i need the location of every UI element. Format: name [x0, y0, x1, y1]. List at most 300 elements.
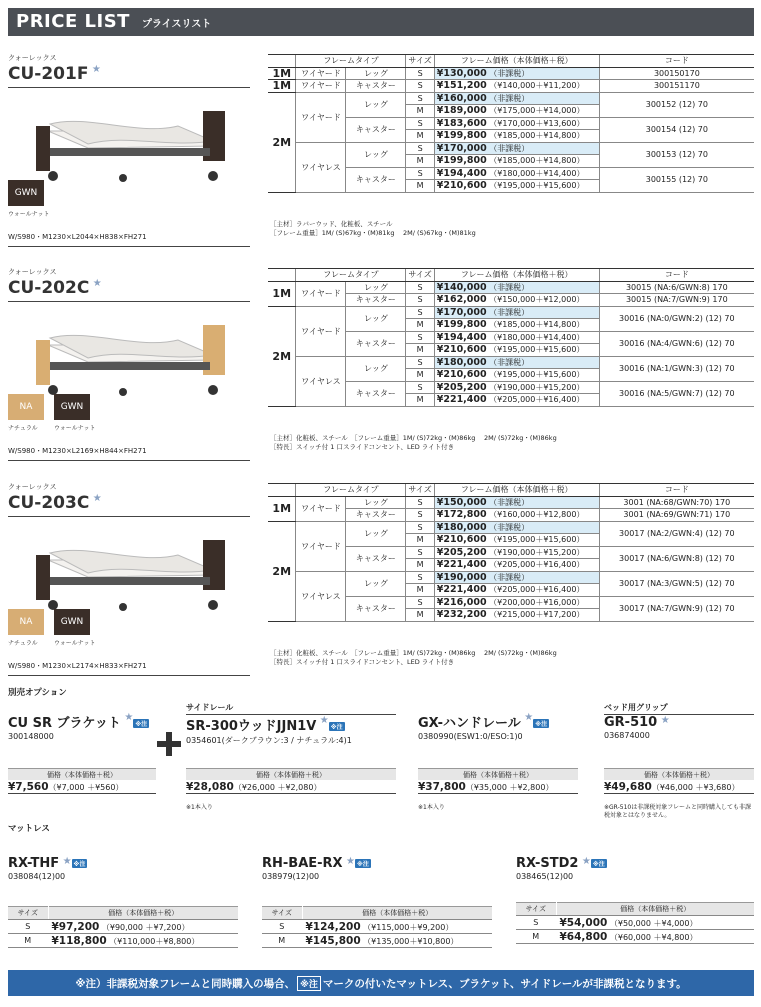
divider [8, 460, 250, 461]
mattress-name [516, 856, 754, 871]
price-value: ¥97,200 [51, 920, 100, 933]
size-cell: M [406, 534, 434, 547]
product-block [8, 262, 250, 462]
size-header: サイズ [8, 907, 48, 920]
swatch-caption: ウォールナット [8, 211, 50, 218]
mount-group: 1M [268, 67, 296, 80]
spec-note-line: ［特長］スイッチ付 1 口スライドコンセント、LED ライト付き [270, 443, 455, 451]
price-cell: ¥140,000 （非課税） [434, 281, 599, 294]
spec-notes [270, 649, 557, 667]
swatch-caption: ウォールナット [54, 640, 96, 647]
price-row: ¥49,680（¥46,000 ＋¥3,680） [604, 780, 754, 794]
product-series: クォーレックス [8, 54, 57, 62]
star-icon: ★ [59, 856, 72, 867]
option-code: 0380990(ESW1:0/ESO:1)0 [418, 732, 523, 741]
table-header: サイズ [406, 484, 434, 497]
tax-note-badge: ※注 [357, 861, 369, 868]
price-cell: ¥118,800 （¥110,000＋¥8,800） [48, 934, 238, 948]
size-cell: S [406, 306, 434, 319]
size-cell: S [516, 916, 556, 930]
table-header [268, 269, 296, 282]
price-value: ¥162,000 [436, 294, 487, 306]
table-row [268, 306, 754, 319]
table-row [268, 496, 754, 509]
option-category: サイドレール [186, 702, 396, 715]
color-swatch-na: NA [8, 394, 44, 420]
base-type: レッグ [346, 142, 406, 167]
size-cell: M [406, 584, 434, 597]
table-header: コード [599, 55, 754, 68]
price-value: ¥194,400 [436, 167, 487, 179]
bed-illustration [28, 515, 238, 615]
option-category [418, 702, 578, 712]
size-cell: S [406, 381, 434, 394]
price-header: 価格（本体価格＋税） [418, 768, 578, 780]
price-value: ¥189,000 [436, 105, 487, 117]
option-code: 300148000 [8, 732, 54, 741]
price-row: ¥28,080（¥26,000 ＋¥2,080） [186, 780, 396, 794]
option-name-text: SR-300ウッドJJN1V [186, 719, 317, 734]
price-cell: ¥194,400 （¥180,000＋¥14,400） [434, 331, 599, 344]
price-cell: ¥210,600 （¥195,000＋¥15,600） [434, 369, 599, 382]
star-icon: ★ [89, 278, 102, 289]
frame-type: ワイヤレス [296, 356, 346, 406]
product-code: 30017 (NA:7/GWN:9) (12) 70 [599, 596, 754, 621]
price-value: ¥221,400 [436, 394, 487, 406]
product-name [8, 64, 250, 84]
price-cell: ¥180,000 （非課税） [434, 356, 599, 369]
page-subtitle: プライスリスト [141, 19, 212, 30]
price-cell: ¥145,800 （¥135,000＋¥10,800） [302, 934, 492, 948]
price-cell: ¥54,000 （¥50,000 ＋¥4,000） [556, 916, 754, 930]
divider [8, 675, 250, 676]
base-type: キャスター [346, 294, 406, 307]
price-header: 価格（本体価格＋税） [604, 768, 754, 780]
price-cell: ¥170,000 （非課税） [434, 306, 599, 319]
price-cell: ¥180,000 （非課税） [434, 521, 599, 534]
price-value: ¥210,600 [436, 180, 487, 192]
table-header: フレーム価格（本体価格＋税） [434, 269, 599, 282]
price-cell: ¥170,000 （非課税） [434, 142, 599, 155]
mattress-price-table [8, 906, 238, 948]
table-header [8, 907, 238, 920]
product-series: クォーレックス [8, 268, 57, 276]
product-series: クォーレックス [8, 483, 57, 491]
price-value: ¥221,400 [436, 559, 487, 571]
size-cell: M [516, 930, 556, 944]
base-type: レッグ [346, 521, 406, 546]
price-cell: ¥221,400 （¥205,000＋¥16,400） [434, 584, 599, 597]
price-value: ¥210,600 [436, 344, 487, 356]
price-value: ¥130,000 [436, 67, 487, 79]
product-code: 30016 (NA:0/GWN:2) (12) 70 [599, 306, 754, 331]
price-header: 価格（本体価格＋税） [186, 768, 396, 780]
product-name-text: CU-202C [8, 278, 90, 298]
price-value: ¥118,800 [51, 934, 107, 947]
product-code: 300152 (12) 70 [599, 92, 754, 117]
product-code: 30017 (NA:6/GWN:8) (12) 70 [599, 546, 754, 571]
base-type: キャスター [346, 117, 406, 142]
price-row: ¥7,560（¥7,000 ＋¥560） [8, 780, 156, 794]
mattress-name-text: RH-BAE-RX [262, 856, 343, 871]
price-value: ¥28,080 [186, 781, 234, 793]
base-type: キャスター [346, 167, 406, 192]
bed-illustration [28, 300, 238, 400]
price-value: ¥216,000 [436, 596, 487, 608]
price-cell: ¥64,800 （¥60,000 ＋¥4,800） [556, 930, 754, 944]
price-cell: ¥194,400 （¥180,000＋¥14,400） [434, 167, 599, 180]
product-code: 300151170 [599, 80, 754, 93]
size-cell: M [406, 319, 434, 332]
base-type: レッグ [346, 281, 406, 294]
price-cell: ¥210,600 （¥195,000＋¥15,600） [434, 180, 599, 193]
product-name [8, 493, 250, 513]
size-cell: M [406, 559, 434, 572]
option-note: ※GR-510は非課税対象フレームと同時購入しても非課税対象とはなりません。 [604, 804, 751, 819]
table-row [268, 571, 754, 584]
table-header: フレームタイプ [296, 269, 406, 282]
price-cell: ¥183,600 （¥170,000＋¥13,600） [434, 117, 599, 130]
mattress-code: 038084(12)00 [8, 872, 66, 881]
price-cell: ¥232,200 （¥215,000＋¥17,200） [434, 609, 599, 622]
price-value: ¥199,800 [436, 130, 487, 142]
price-value: ¥7,560 [8, 781, 49, 793]
footer-note: ※注）非課税対象フレームと同時購入の場合、 ※注 マークの付いたマットレス、ブラケット、サイドレールが非課税となります。 [8, 970, 754, 996]
product-name-text: CU-203C [8, 493, 90, 513]
price-value: ¥145,800 [305, 934, 361, 947]
size-cell: S [406, 496, 434, 509]
price-value: ¥199,800 [436, 155, 487, 167]
mattress-item [262, 856, 492, 881]
frame-type: ワイヤレス [296, 142, 346, 192]
price-value: ¥64,800 [559, 930, 608, 943]
table-header: フレーム価格（本体価格＋税） [434, 55, 599, 68]
star-icon: ★ [657, 715, 670, 726]
spec-note-line: ［主材］化粧板、スチール ［フレーム重量］1M/ (S)72kg・(M)86kg 2M/ (S)72kg・(M)86kg [270, 649, 557, 657]
mattress-item [516, 856, 754, 881]
option-name-text: GR-510 [604, 715, 658, 730]
option-name-text: GX-ハンドレール [418, 716, 521, 731]
price-cell: ¥221,400 （¥205,000＋¥16,400） [434, 394, 599, 407]
tax-note-badge: ※注 [592, 861, 605, 868]
product-dimensions: W/S980・M1230×L2169×H844×FH271 [8, 447, 147, 455]
price-value: ¥205,200 [436, 381, 487, 393]
price-value: ¥180,000 [436, 356, 487, 368]
spec-note-line: ［主材］化粧板、スチール ［フレーム重量］1M/ (S)72kg・(M)86kg 2M/ (S)72kg・(M)86kg [270, 434, 557, 442]
option-item [418, 702, 578, 741]
size-cell: S [406, 571, 434, 584]
option-item [604, 702, 754, 740]
size-cell: S [406, 356, 434, 369]
size-cell: S [406, 596, 434, 609]
product-code: 3001 (NA:68/GWN:70) 170 [599, 496, 754, 509]
mattress-code: 038979(12)00 [262, 872, 320, 881]
price-cell: ¥216,000 （¥200,000＋¥16,000） [434, 596, 599, 609]
size-cell: S [262, 920, 302, 934]
star-icon: ★ [88, 64, 101, 75]
base-type: レッグ [346, 496, 406, 509]
mount-group: 1M [268, 80, 296, 93]
product-name [8, 278, 250, 298]
product-code: 30015 (NA:7/GWN:9) 170 [599, 294, 754, 307]
table-row [268, 356, 754, 369]
star-icon: ★ [89, 493, 102, 504]
price-cell: ¥130,000 （非課税） [434, 67, 599, 80]
product-code: 30016 (NA:4/GWN:6) (12) 70 [599, 331, 754, 356]
price-value: ¥170,000 [436, 142, 487, 154]
mattress-item [8, 856, 238, 881]
option-note: ※1本入り [418, 804, 445, 811]
plus-icon [157, 732, 181, 756]
price-value: ¥54,000 [559, 916, 608, 929]
price-table [268, 268, 754, 407]
price-value: ¥232,200 [436, 609, 487, 621]
option-price-box [604, 768, 754, 794]
color-swatch-na: NA [8, 609, 44, 635]
option-price-box [8, 768, 156, 794]
size-cell: M [406, 609, 434, 622]
price-cell: ¥199,800 （¥185,000＋¥14,800） [434, 155, 599, 168]
swatch-caption: ナチュラル [8, 425, 38, 432]
price-value: ¥190,000 [436, 571, 487, 583]
price-header: 価格（本体価格＋税） [48, 907, 238, 920]
price-table [268, 483, 754, 622]
table-row [262, 934, 492, 948]
price-cell: ¥160,000 （非課税） [434, 92, 599, 105]
swatch-caption: ウォールナット [54, 425, 96, 432]
price-cell: ¥221,400 （¥205,000＋¥16,400） [434, 559, 599, 572]
mattress-name-text: RX-THF [8, 856, 60, 871]
color-swatch-gwn: GWN [54, 394, 90, 420]
bed-image [28, 86, 238, 190]
product-code: 3001 (NA:69/GWN:71) 170 [599, 509, 754, 522]
price-cell: ¥150,000 （非課税） [434, 496, 599, 509]
table-row [516, 930, 754, 944]
price-header: 価格（本体価格＋税） [556, 903, 754, 916]
star-icon: ★ [120, 712, 134, 723]
product-name-text: CU-201F [8, 64, 89, 84]
price-value: ¥172,800 [436, 509, 487, 521]
price-value: ¥150,000 [436, 496, 487, 508]
tax-note-badge: ※注 [135, 721, 148, 728]
color-swatch-gwn: GWN [8, 180, 44, 206]
page-title: PRICE LIST [16, 11, 130, 32]
star-icon: ★ [578, 856, 591, 867]
price-value: ¥160,000 [436, 92, 487, 104]
table-header: サイズ [406, 269, 434, 282]
table-row [268, 80, 754, 93]
size-cell: S [8, 920, 48, 934]
mount-group: 1M [268, 281, 296, 306]
base-type: キャスター [346, 331, 406, 356]
size-cell: S [406, 142, 434, 155]
price-cell: ¥210,600 （¥195,000＋¥15,600） [434, 534, 599, 547]
base-type: レッグ [346, 356, 406, 381]
spec-note-line: ［主材］ラバーウッド、化粧板、スチール [270, 220, 393, 228]
price-cell: ¥151,200 （¥140,000＋¥11,200） [434, 80, 599, 93]
price-value: ¥199,800 [436, 319, 487, 331]
table-header [268, 484, 296, 497]
frame-type: ワイヤード [296, 80, 346, 93]
price-value: ¥210,600 [436, 534, 487, 546]
mount-group: 1M [268, 496, 296, 521]
frame-type: ワイヤード [296, 521, 346, 571]
price-list-header [8, 8, 754, 36]
product-code: 300155 (12) 70 [599, 167, 754, 192]
frame-type: ワイヤード [296, 496, 346, 521]
product-code: 300154 (12) 70 [599, 117, 754, 142]
product-code: 300153 (12) 70 [599, 142, 754, 167]
product-code: 30017 (NA:2/GWN:4) (12) 70 [599, 521, 754, 546]
frame-type: ワイヤード [296, 306, 346, 356]
price-value: ¥37,800 [418, 781, 466, 793]
swatch-caption: ナチュラル [8, 640, 38, 647]
product-dimensions: W/S980・M1230×L2174×H833×FH271 [8, 662, 147, 670]
size-cell: S [406, 294, 434, 307]
price-cell: ¥199,800 （¥185,000＋¥14,800） [434, 130, 599, 143]
size-cell: S [406, 281, 434, 294]
options-section-title: 別売オプション [8, 688, 67, 698]
size-cell: S [406, 80, 434, 93]
option-name [8, 712, 148, 731]
bed-illustration [28, 86, 238, 186]
table-header: フレームタイプ [296, 484, 406, 497]
price-value: ¥194,400 [436, 331, 487, 343]
size-cell: M [406, 130, 434, 143]
price-cell: ¥205,200 （¥190,000＋¥15,200） [434, 381, 599, 394]
base-type: キャスター [346, 80, 406, 93]
mount-group: 2M [268, 521, 296, 621]
product-code: 30016 (NA:5/GWN:7) (12) 70 [599, 381, 754, 406]
table-header [516, 903, 754, 916]
spec-note-line: ［フレーム重量］1M/ (S)67kg・(M)81kg 2M/ (S)67kg・(M)81kg [270, 229, 476, 237]
price-header: 価格（本体価格＋税） [8, 768, 156, 780]
option-note: ※1本入り [186, 804, 213, 811]
mount-group: 2M [268, 92, 296, 192]
spec-notes [270, 220, 476, 238]
size-cell: S [406, 546, 434, 559]
base-type: キャスター [346, 509, 406, 522]
divider [8, 246, 250, 247]
size-header: サイズ [262, 907, 302, 920]
price-value: ¥49,680 [604, 781, 652, 793]
size-cell: M [406, 180, 434, 193]
table-row [268, 142, 754, 155]
option-item [8, 702, 148, 741]
frame-type: ワイヤード [296, 281, 346, 306]
mattress-price-table [516, 902, 754, 944]
mattress-name [8, 856, 238, 871]
product-code: 30017 (NA:3/GWN:5) (12) 70 [599, 571, 754, 596]
product-dimensions: W/S980・M1230×L2044×H838×FH271 [8, 233, 147, 241]
product-block [8, 48, 250, 248]
tax-note-badge: ※注 [73, 861, 86, 868]
mattress-price-table [262, 906, 492, 948]
mattress-section-title: マットレス [8, 824, 50, 834]
option-item [186, 702, 396, 746]
price-cell: ¥189,000 （¥175,000＋¥14,000） [434, 105, 599, 118]
bed-image [28, 515, 238, 619]
size-cell: S [406, 117, 434, 130]
table-header: コード [599, 484, 754, 497]
price-cell: ¥205,200 （¥190,000＋¥15,200） [434, 546, 599, 559]
option-name [604, 715, 754, 730]
base-type: レッグ [346, 571, 406, 596]
table-row [268, 67, 754, 80]
option-code: 036874000 [604, 731, 650, 740]
tax-note-badge: ※注 [330, 724, 343, 731]
option-name [418, 712, 578, 731]
table-row [8, 934, 238, 948]
table-row [8, 920, 238, 934]
mattress-name-text: RX-STD2 [516, 856, 579, 871]
table-row [262, 920, 492, 934]
base-type: レッグ [346, 67, 406, 80]
product-code: 30016 (NA:1/GWN:3) (12) 70 [599, 356, 754, 381]
price-header: 価格（本体価格＋税） [302, 907, 492, 920]
star-icon: ★ [520, 712, 534, 723]
price-value: ¥221,400 [436, 584, 487, 596]
base-type: レッグ [346, 92, 406, 117]
spec-notes [270, 434, 557, 452]
price-cell: ¥199,800 （¥185,000＋¥14,800） [434, 319, 599, 332]
price-value: ¥170,000 [436, 306, 487, 318]
size-cell: M [262, 934, 302, 948]
price-row: ¥37,800（¥35,000 ＋¥2,800） [418, 780, 578, 794]
table-row [268, 92, 754, 105]
size-cell: S [406, 331, 434, 344]
tax-note-badge: ※注 [535, 721, 548, 728]
option-category: ベッド用グリップ [604, 702, 754, 715]
size-cell: S [406, 67, 434, 80]
base-type: キャスター [346, 381, 406, 406]
product-code: 300150170 [599, 67, 754, 80]
price-value: ¥180,000 [436, 521, 487, 533]
price-value: ¥140,000 [436, 281, 487, 293]
size-cell: S [406, 167, 434, 180]
frame-type: ワイヤード [296, 67, 346, 80]
price-cell: ¥97,200 （¥90,000 ＋¥7,200） [48, 920, 238, 934]
color-swatch-gwn: GWN [54, 609, 90, 635]
mount-group: 2M [268, 306, 296, 406]
spec-note-line: ［特長］スイッチ付 1 口スライドコンセント、LED ライト付き [270, 658, 455, 666]
price-value: ¥151,200 [436, 80, 487, 92]
option-code: 0354601(ダークブラウン:3 / ナチュラル:4)1 [186, 736, 352, 745]
table-header: サイズ [406, 55, 434, 68]
price-value: ¥205,200 [436, 546, 487, 558]
table-row [268, 281, 754, 294]
base-type: キャスター [346, 546, 406, 571]
price-value: ¥183,600 [436, 117, 487, 129]
price-cell: ¥172,800 （¥160,000＋¥12,800） [434, 509, 599, 522]
size-cell: M [8, 934, 48, 948]
table-header: コード [599, 269, 754, 282]
mattress-code: 038465(12)00 [516, 872, 574, 881]
size-cell: S [406, 509, 434, 522]
table-row [268, 521, 754, 534]
frame-type: ワイヤード [296, 92, 346, 142]
base-type: キャスター [346, 596, 406, 621]
price-cell: ¥190,000 （非課税） [434, 571, 599, 584]
size-cell: M [406, 369, 434, 382]
option-category [8, 702, 148, 712]
star-icon: ★ [342, 856, 356, 867]
table-header: フレーム価格（本体価格＋税） [434, 484, 599, 497]
price-cell: ¥210,600 （¥195,000＋¥15,600） [434, 344, 599, 357]
price-table [268, 54, 754, 193]
option-name [186, 715, 396, 734]
mattress-name [262, 856, 492, 871]
